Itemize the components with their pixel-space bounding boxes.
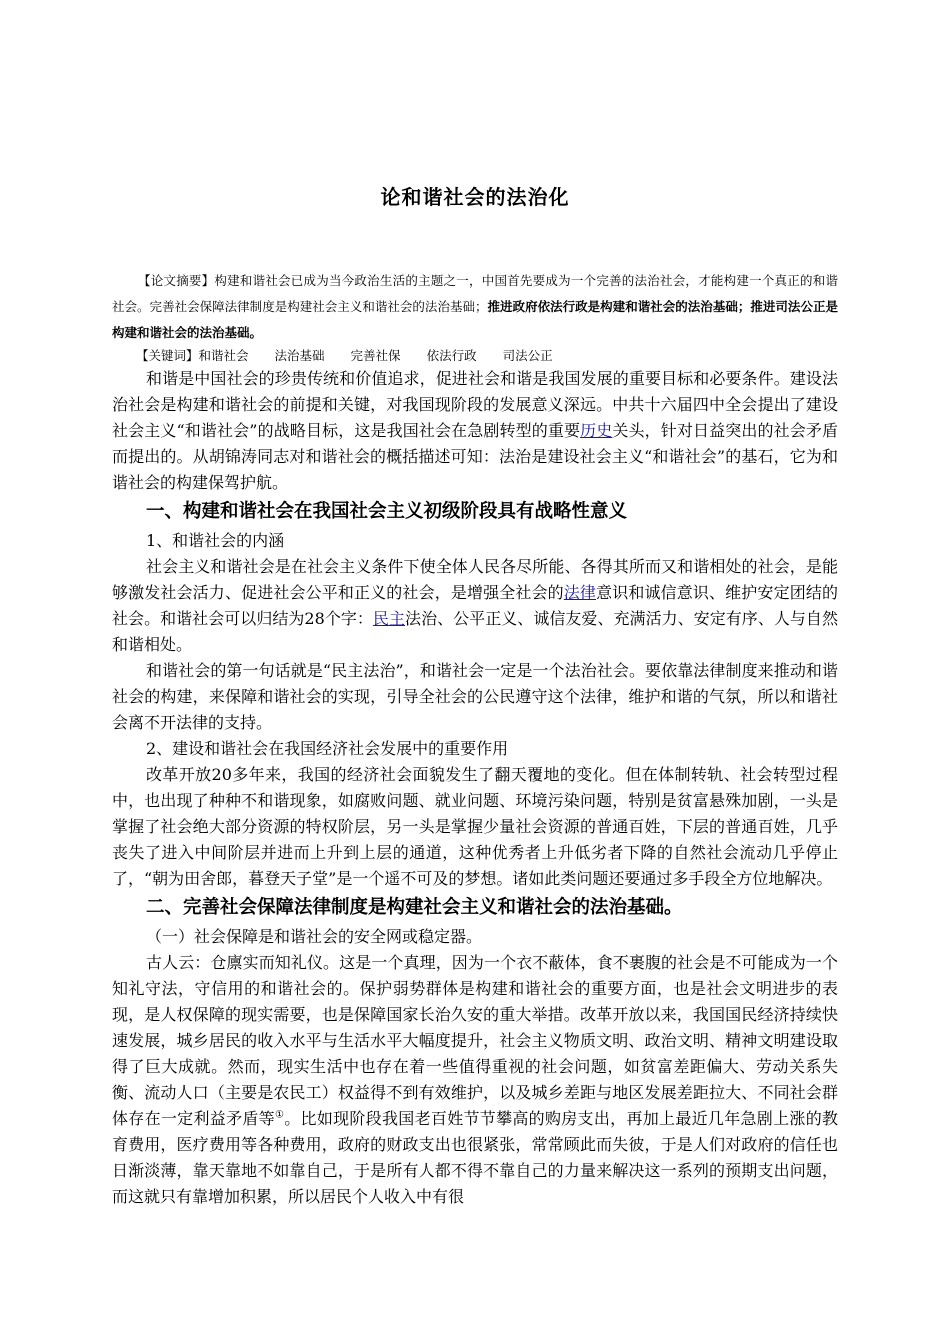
history-link[interactable]: 历史 <box>580 421 613 440</box>
paragraph: 和谐社会的第一句话就是“民主法治”，和谐社会一定是一个法治社会。要依靠法律制度来推动和谐社会的构建，来保障和谐社会的实现，引导全社会的公民遵守这个法律，维护和谐的气氛，所以和谐社会离不开法律的支持。 <box>112 661 838 732</box>
keyword-item: 法治基础 <box>274 348 325 363</box>
text-run: 法治、公平正义、诚信友爱、充满活力、安定有序、人与自然和谐相处。 <box>112 609 838 654</box>
document-body <box>112 366 838 1210</box>
text-run: 关头，针对日益突出的社会矛盾而提出的。从胡锦涛同志对和谐社会的概括描述可知：法治是建设社会主义“和谐社会”的基石，它为和谐社会的构建保驾护航。 <box>112 421 838 492</box>
section-heading-2: 二、完善社会保障法律制度是构建社会主义和谐社会的法治基础。 <box>146 897 683 918</box>
subheading: （一）社会保障是和谐社会的安全网或稳定器。 <box>146 927 483 946</box>
subheading: 2、建设和谐社会在我国经济社会发展中的重要作用 <box>146 739 509 758</box>
page-title: 论和谐社会的法治化 <box>380 185 570 209</box>
text-run: 。比如现阶段我国老百姓节节攀高的购房支出，再加上最近几年急剧上涨的教育费用，医疗费用等各种费用，政府的财政支出也很紧张，常常顾此而失彼，于是人们对政府的信任也日渐淡薄，靠天靠地不如靠自己，于是所有人都不得不靠自己的力量来解决这一系列的预期支出问题，而这就只有靠增加积累，所以居民个人收入中有很 <box>112 1109 838 1206</box>
paragraph <box>112 950 838 1210</box>
intro-paragraph <box>112 366 838 496</box>
keyword-item: 依法行政 <box>426 348 477 363</box>
text-run: 意识和诚信意识、维护安定团结的社会。和谐社会可以归结为28个字： <box>112 583 838 628</box>
text-run: 社会主义和谐社会是在社会主义条件下使全体人民各尽所能、各得其所而又和谐相处的社会，是能够激发社会活力、促进社会公平和正义的社会，是增强全社会的 <box>112 557 838 602</box>
text-run: 和谐是中国社会的珍贵传统和价值追求，促进社会和谐是我国发展的重要目标和必要条件。建设法治社会是构建和谐社会的前提和关键，对我国现阶段的发展意义深远。中共十六届四中全会提出了建设社会主义“和谐社会”的战略目标，这是我国社会在急剧转型的重要 <box>112 369 838 440</box>
keywords-label: 【关键词】 <box>136 348 199 363</box>
democracy-link[interactable]: 民主 <box>372 609 406 628</box>
law-link[interactable]: 法律 <box>563 583 597 602</box>
keyword-item: 司法公正 <box>502 348 553 363</box>
footnote-marker[interactable]: ① <box>274 1109 285 1121</box>
paragraph <box>112 554 838 658</box>
text-run: 古人云：仓廪实而知礼仪。这是一个真理，因为一个衣不蔽体，食不裹腹的社会是不可能成为一个知礼守法，守信用的和谐社会的。保护弱势群体是构建和谐社会的重要方面，也是社会文明进步的表现，是人权保障的现实需要，也是保障国家长治久安的重大举措。改革开放以来，我国国民经济持续快速发展，城乡居民的收入水平与生活水平大幅度提升，社会主义物质文明、政治文明、精神文明建设取得了巨大成就。然而，现实生活中也存在着一些值得重视的社会问题，如贫富差距偏大、劳动关系失衡、流动人口（主要是农民工）权益得不到有效维护，以及城乡差距与地区发展差距拉大、不同社会群体存在一定利益矛盾等 <box>112 953 838 1128</box>
abstract-text: 构建和谐社会已成为当今政治生活的主题之一，中国首先要成为一个完善的法治社会，才能构建一个真正的和谐社会。完善社会保障法律制度是构建社会主义和谐社会的法治基础； <box>112 273 838 314</box>
keyword-item: 和谐社会 <box>198 348 249 363</box>
subheading: 1、和谐社会的内涵 <box>146 531 285 550</box>
abstract-label: 【论文摘要】 <box>138 273 215 288</box>
abstract-bold-text: 推进政府依法行政是构建和谐社会的法治基础；推进司法公正是构建和谐社会的法治基础。 <box>112 299 838 340</box>
abstract <box>112 268 838 346</box>
keyword-item: 完善社保 <box>350 348 401 363</box>
section-heading-1: 一、构建和谐社会在我国社会主义初级阶段具有战略性意义 <box>146 501 628 522</box>
paragraph: 改革开放20多年来，我国的经济社会面貌发生了翻天覆地的变化。但在体制转轨、社会转型过程中，也出现了种种不和谐现象，如腐败问题、就业问题、环境污染问题，特别是贫富悬殊加剧，一头是掌握了社会绝大部分资源的特权阶层，另一头是掌握少量社会资源的普通百姓，下层的普通百姓，几乎丧失了进入中间阶层并进而上升到上层的通道，这种优秀者上升低劣者下降的自然社会流动几乎停止了，“朝为田舍郎，暮登天子堂”是一个遥不可及的梦想。诸如此类问题还要通过多手段全方位地解决。 <box>112 765 838 888</box>
